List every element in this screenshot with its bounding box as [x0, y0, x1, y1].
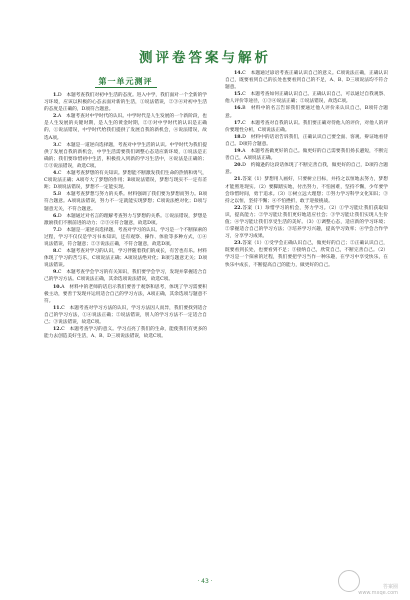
answer-text: 答案（1）①受学会正确认识自己，做更好的自己；②正确认识自己，既要看到长处，也要看到不足；③接纳自己，欣赏自己，不断完善自己。（2）学习是一个探索的过程，我们要把学习当作一种乐趣，在学习中享受快乐，在快乐中成长，不断提高自己的能力，做更好的自己。: [225, 241, 388, 268]
answer-number: 6.: [53, 213, 58, 219]
answer-number: 3.: [53, 142, 58, 148]
answer-item: [225, 70, 388, 91]
answer-text: C 本题通过谚语考查正确认识自己的意义。C项说法正确，正确认识自己，既要看到自己的长处也要看到自己的不足，A、B、D三项说法均不符合题意。: [225, 71, 388, 91]
answer-number: 23.: [234, 241, 243, 247]
answer-item: [44, 326, 207, 340]
watermark: [336, 570, 398, 596]
answer-text: C 本题考查梦想的有关知识。梦想能不断激发我们生命的热情和勇气，C项说法正确；A项夸大了梦想的作用；B项说法错误，梦想与现实不一定有差距；D项说法错误，梦想不一定能实现。: [44, 171, 207, 191]
answer-text: 答案（1）珍惜学习的机会，努力学习。（2）①学习能让我们获取知识，提高能力；②学习能让我们更好地适应社会；③学习能让我们实现人生价值；④学习能让我们享受生活的美好。（3）①调整心态，适应新的学习环境；②掌握适合自己的学习方法；③培养学习兴趣，提高学习效率；④学会合作学习，分享学习成果。: [225, 205, 388, 240]
answer-item: [44, 248, 207, 269]
right-answers: [225, 70, 388, 269]
answer-number: 5.: [53, 192, 58, 198]
answer-text: 答案（1）梦想用人画好，只要树立目标，并持之以恒地去努力，梦想才能照进现实。（2）要脚踏实地，付出努力，不怕困难，坚持不懈，少年要学会珍惜时间，勇于追求。（3）①树立远大理想；②努力学习科学文化知识；③持之以恒，坚持不懈；④不怕挫折，敢于迎接挑战。: [225, 177, 388, 204]
left-answers: [44, 92, 207, 340]
answer-text: C 本题考查对学习的认识，学习伴随着我们的成长，有苦也有乐。材料体现了学习的苦与乐，C项说法正确；A项说法绝对化；B项与题意无关；D项说法错误。: [44, 249, 207, 269]
answer-text: D 本题通过对名言的理解考查努力与梦想的关系。①说法错误，梦想是激励我们不断前进的动力；②③④符合题意，故选D项。: [44, 213, 207, 226]
answer-number: 4.: [53, 171, 58, 177]
watermark-brand: 答案圈: [382, 584, 398, 590]
answer-number: 18.: [234, 134, 243, 140]
page-title: 测评卷答案与解析: [139, 50, 271, 66]
answer-text: D 约翰逊的这段话体现了不断完善自我，做更好的自己，D项符合题意。: [225, 163, 388, 176]
answer-item: [225, 148, 388, 162]
answer-item: [44, 213, 207, 227]
answer-text: C 本题考查对学习方法的认识，学习方法因人而异，我们要找到适合自己的学习方法，①④说法正确；②说法错误，别人的学习方法不一定适合自己；③说法错误，故选C项。: [44, 305, 207, 325]
answer-item: [225, 120, 388, 134]
answer-item: [225, 176, 388, 204]
answer-number: 8.: [53, 249, 58, 255]
answer-number: 16.: [234, 106, 243, 112]
answer-item: [44, 284, 207, 305]
answer-text: C 本题考查如何正确认识自己。正确认识自己，可以通过自我观察、他人评价等途径，①③④说法正确；②说法错误，故选C项。: [225, 92, 388, 105]
watermark-logo-icon: [338, 570, 360, 592]
left-column: [44, 70, 207, 570]
answer-number: 21.: [234, 177, 243, 183]
answer-number: 14.: [234, 71, 243, 76]
watermark-site: www.mxqe.com: [358, 590, 398, 596]
unit-title: [44, 76, 207, 87]
answer-number: 19.: [234, 149, 243, 155]
answer-number: 15.: [234, 92, 243, 98]
answer-text: D 本题是一道逆向选择题，考查对学习的认识。学习是一个不断探索的过程，学习不仅仅是学习书本知识，还有观察、操作、体验等多种方式，①④说法错误，符合题意；②③说法正确，不符合题意，故选D项。: [44, 227, 207, 247]
answer-text: D 材料中的话语告诉我们，正确认识自己要全面、客观、辩证地看待自己。D项符合题意。: [225, 134, 388, 147]
answer-item: [44, 142, 207, 170]
answer-item: [225, 105, 388, 119]
answer-text: B 本题考查梦想与努力的关系。材料强调了我们要为梦想而努力。B项符合题意。A项说法错误，努力不一定就能实现梦想；C项说法绝对化；D项与题意无关，不符合题意。: [44, 192, 207, 212]
answer-number: 17.: [234, 120, 243, 126]
unit-title-text: 第一单元测评: [95, 76, 157, 88]
answer-number: 12.: [53, 327, 62, 333]
right-column: [225, 70, 388, 570]
answer-text: A 材料中的老师的话启示我们要善于观察和思考，体现了学习需要积极主动，要善于发现并运用适合自己的学习方法，A项正确，其余选项与题意不符。: [44, 284, 207, 304]
answer-item: [225, 134, 388, 148]
answer-number: 22.: [234, 205, 243, 211]
answer-item: [44, 92, 207, 113]
answer-item: [225, 162, 388, 176]
answer-text: C 本题是一道逆向选择题，考查对中学生活的认识。中学时代为我们提供了发展自我的新机会，中学生活需要我们调整心态适应新环境，①说法是正确的；我们要珍惜初中生活，积极投入到新的学习生活中，④说法是正确的；②③说法错误，故选C项。: [44, 142, 207, 169]
answer-item: [44, 305, 207, 326]
answer-item: [44, 191, 207, 212]
answer-item: [44, 170, 207, 191]
answer-number: 2.: [53, 114, 58, 120]
answer-item: [44, 227, 207, 248]
answer-number: 20.: [234, 163, 243, 169]
answer-text: C 本题考查对自我的认识。我们要正确对待他人的评价，对他人的评价要理性分析，C项说法正确。: [225, 120, 388, 133]
answer-text: D 本题考查我们对初中生活的态度。进入中学，我们面对一个全新的学习环境，应该以积极的心态去面对新的生活，①说法错误，②③④对初中生活的态度是正确的，D项符合题意。: [44, 93, 207, 113]
answer-item: [225, 205, 388, 240]
answer-text: C 本题考查学习的意义。学习点亮了我们的生命，能使我们有更多的能力去创造美好生活，A、B、D三项说法错误，故选C项。: [44, 327, 207, 340]
answer-item: [225, 91, 388, 105]
answer-text: B 材料中的名言告诉我们要通过他人评价来认识自己，B项符合题意。: [225, 106, 388, 119]
answer-text: C 本题考查学会学习的有关知识，我们要学会学习，发现并掌握适合自己的学习方法。C项说法正确，其余选项说法错误，故选C项。: [44, 270, 207, 283]
answer-number: 1.: [53, 93, 58, 98]
answer-text: A 本题考查对中学时代的认识。中学时代是人生发展的一个新阶段，也是人生发展的关键时期，是人生的黄金时期，②③对中学时代的认识是正确的，①说法错误，中学时代给我们提供了发展自我的新机会，④说法错误，故选A项。: [44, 114, 207, 141]
answer-item: [44, 269, 207, 283]
answer-number: 11.: [53, 305, 62, 311]
answer-number: 9.: [53, 270, 58, 276]
answer-item: [225, 240, 388, 268]
answer-item: [44, 113, 207, 141]
answer-columns: [44, 70, 388, 570]
answer-text: A 本题考查做更好的自己。做更好的自己需要我们扬长避短，不断完善自己，A项说法正确。: [225, 149, 388, 162]
answer-number: 10.: [53, 284, 62, 290]
answer-number: 7.: [53, 227, 58, 233]
page-number: · 43 ·: [197, 578, 213, 585]
